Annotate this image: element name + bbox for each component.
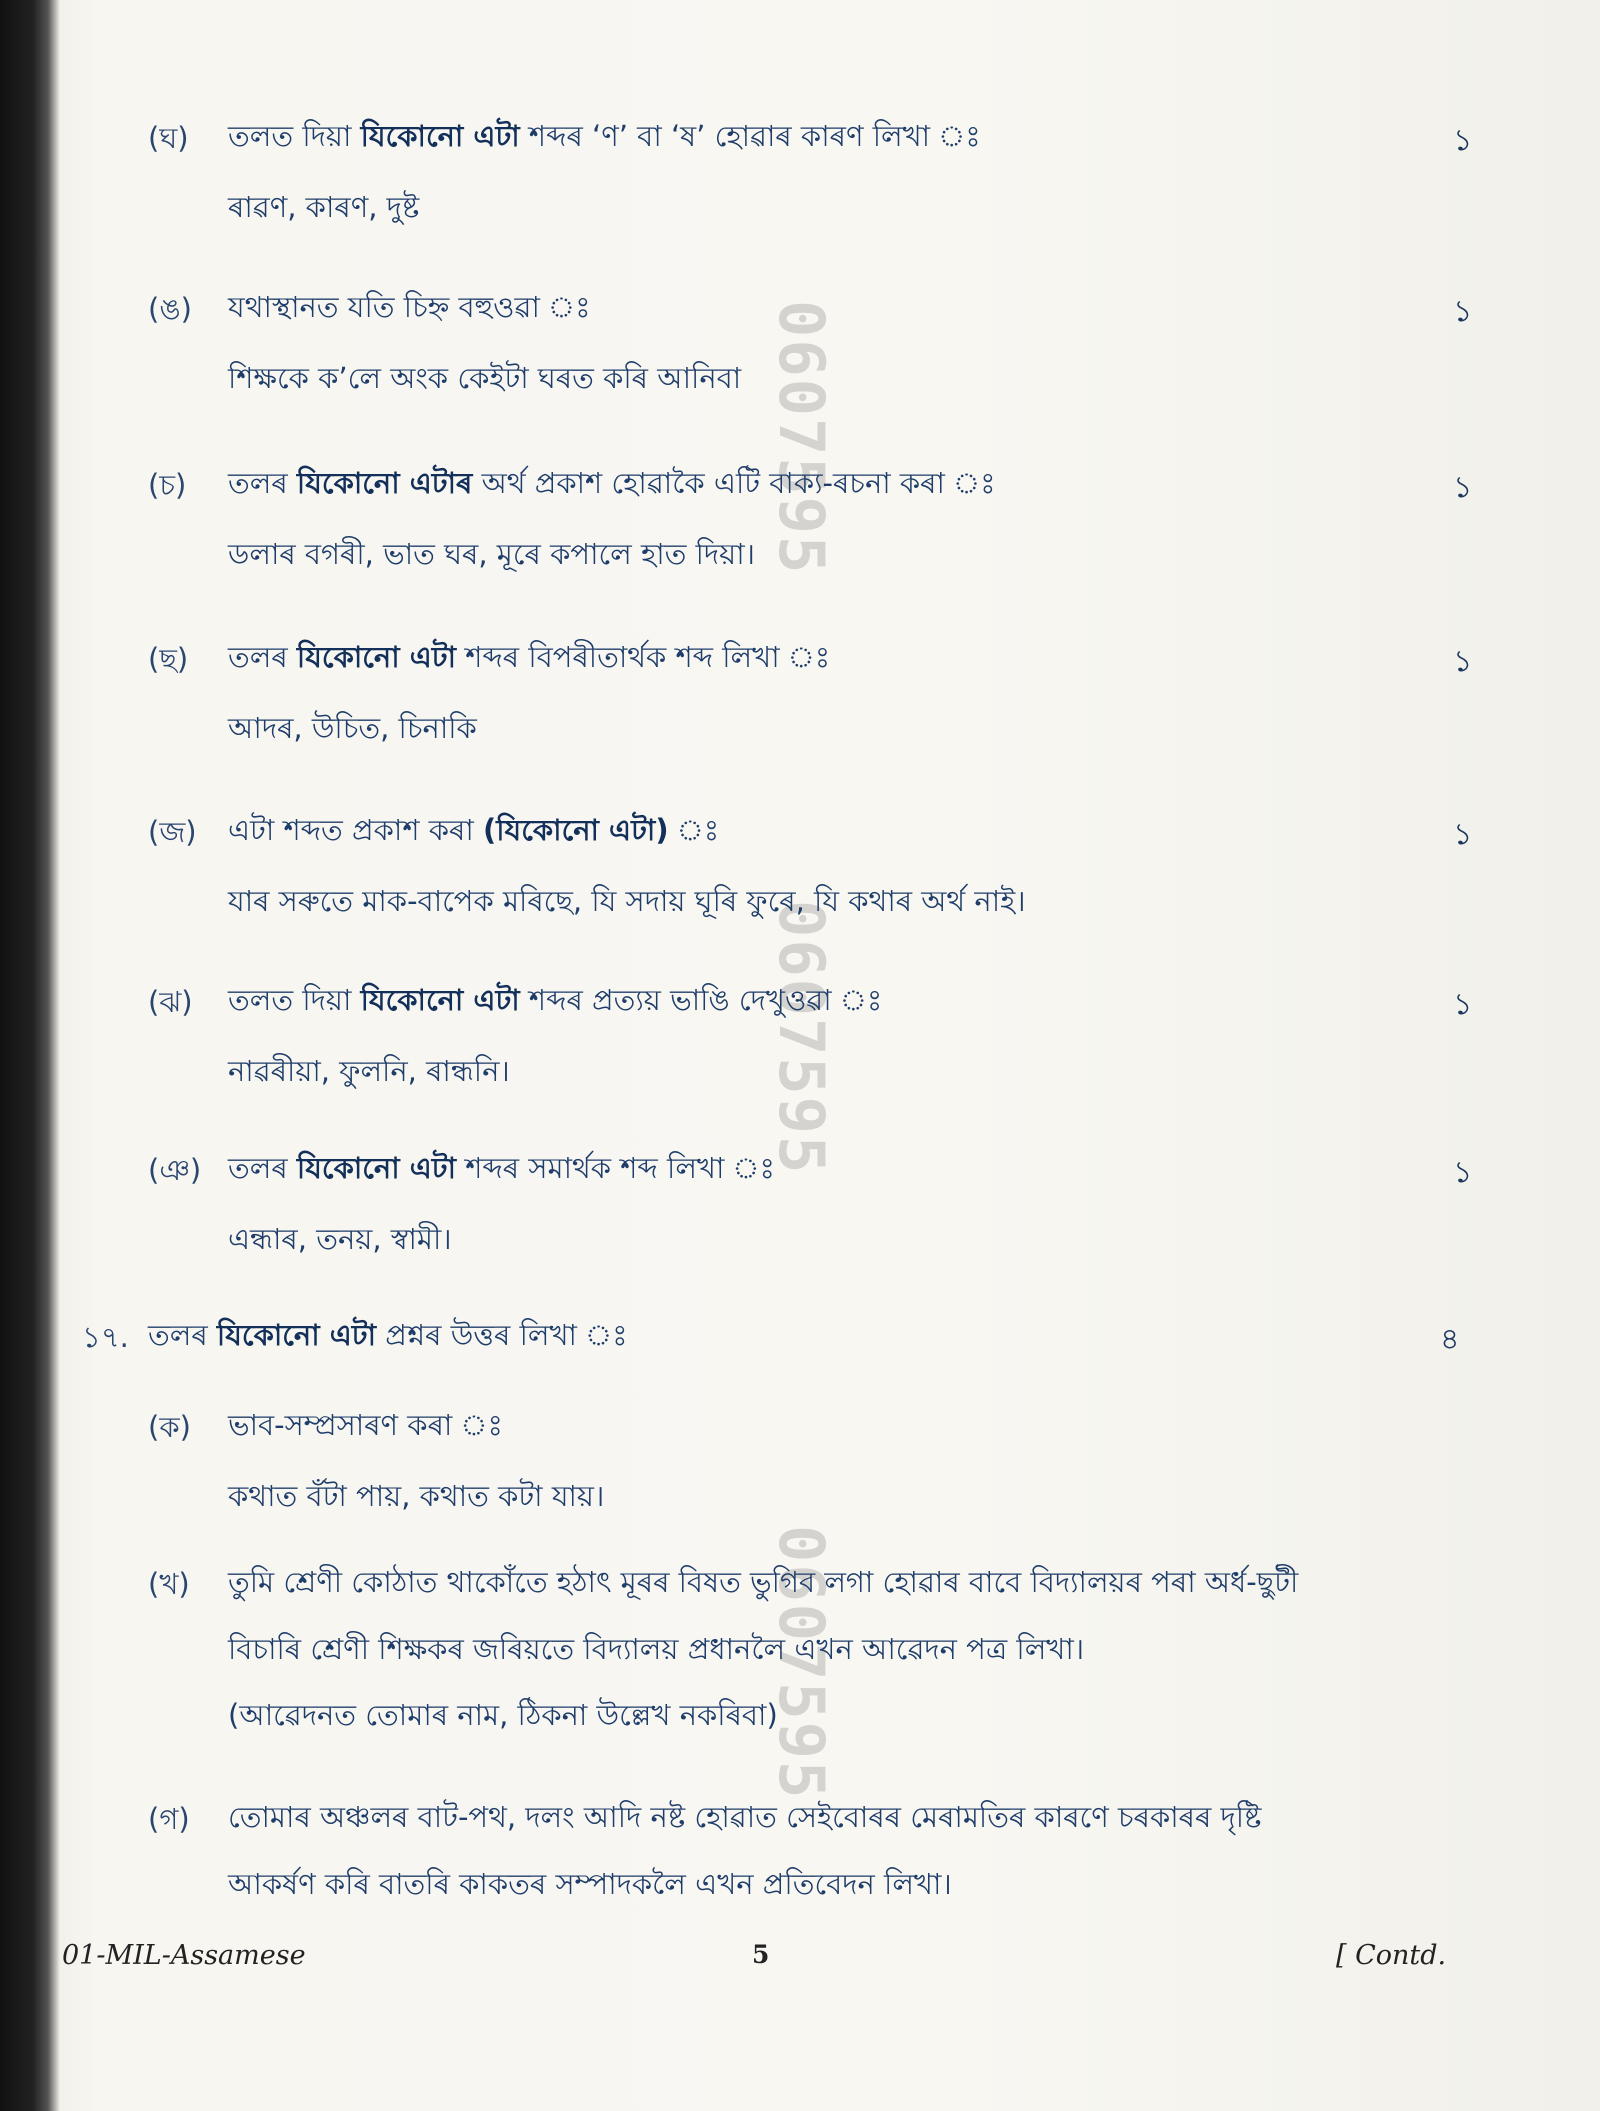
item-mark: ১ [1453, 644, 1473, 679]
item-note: (আৱেদনত তোমাৰ নাম, ঠিকনা উল্লেখ নকৰিবা) [228, 1698, 778, 1732]
question-16-jha [148, 980, 1488, 1091]
item-mark: ১ [1453, 294, 1473, 329]
item-prompt: তোমাৰ অঞ্চলৰ বাট-পথ, দলং আদি নষ্ট হোৱাত সেইবোৰৰ মেৰামতিৰ কাৰণে চৰকাৰৰ দৃষ্টি [228, 1800, 1262, 1834]
page-number: 5 [752, 1940, 770, 1969]
item-label: (ঞ) [148, 1153, 202, 1187]
item-label: (ঙ) [148, 292, 192, 326]
watermark-number-3: 0607595 [765, 1525, 838, 1801]
item-prompt: ভাব-সম্প্ৰসাৰণ কৰা ঃ [228, 1408, 503, 1442]
item-label: (খ) [148, 1567, 190, 1601]
question-17-ka [148, 1405, 1488, 1516]
item-label: (ঝ) [148, 985, 193, 1019]
item-label: (ঘ) [148, 121, 189, 155]
item-words: আদৰ, উচিত, চিনাকি [228, 711, 477, 745]
item-prompt: তলৰ যিকোনো এটাৰ অৰ্থ প্ৰকাশ হোৱাকৈ এটি বাক্য-ৰচনা কৰা ঃ [228, 466, 996, 500]
question-16-chha [148, 637, 1488, 748]
item-words: শিক্ষকে ক’লে অংক কেইটা ঘৰত কৰি আনিবা [228, 361, 742, 395]
item-prompt: তলৰ যিকোনো এটা শব্দৰ বিপৰীতাৰ্থক শব্দ লিখা ঃ [228, 640, 831, 674]
watermark-number-1: 0607595 [765, 300, 838, 576]
question-16-nya [148, 1148, 1488, 1259]
item-words: নাৱৰীয়া, ফুলনি, ৰান্ধনি। [228, 1054, 510, 1088]
item-mark: ১ [1453, 1155, 1473, 1190]
question-16-uma [148, 287, 1488, 398]
item-label: (ক) [148, 1410, 191, 1444]
item-line: আকৰ্ষণ কৰি বাতৰি কাকতৰ সম্পাদকলৈ এখন প্ৰতিবেদন লিখা। [228, 1867, 952, 1901]
item-prompt: যথাস্থানত যতি চিহ্ন বহুওৱা ঃ [228, 290, 591, 324]
item-prompt: তলত দিয়া যিকোনো এটা শব্দৰ ‘ণ’ বা ‘ষ’ হোৱাৰ কাৰণ লিখা ঃ [228, 119, 981, 153]
question-17-ga [148, 1797, 1488, 1904]
item-mark: ১ [1453, 987, 1473, 1022]
item-prompt: এটা শব্দত প্ৰকাশ কৰা (যিকোনো এটা) ঃ [228, 813, 720, 847]
paper-code: 01-MIL-Assamese [62, 1940, 306, 1971]
question-16-cha [148, 463, 1488, 574]
item-label: (জ) [148, 815, 197, 849]
item-label: (গ) [148, 1802, 190, 1836]
item-mark: ১ [1453, 123, 1473, 158]
item-words: ৰাৱণ, কাৰণ, দুষ্ট [228, 190, 420, 224]
item-prompt: তলত দিয়া যিকোনো এটা শব্দৰ প্ৰত্যয় ভাঙি দেখুওৱা ঃ [228, 983, 883, 1017]
item-prompt: তুমি শ্ৰেণী কোঠাত থাকোঁতে হঠাৎ মূৰৰ বিষত ভুগিব লগা হোৱাৰ বাবে বিদ্যালয়ৰ পৰা অৰ্ধ-ছুটী [228, 1565, 1299, 1599]
scan-shadow [0, 0, 60, 2111]
item-mark: ১ [1453, 817, 1473, 852]
question-number: ১৭. [82, 1320, 129, 1354]
question-prompt: তলৰ যিকোনো এটা প্ৰশ্নৰ উত্তৰ লিখা ঃ [148, 1318, 628, 1352]
watermark-number-2: 0607595 [765, 900, 838, 1176]
question-17-kha [148, 1562, 1488, 1735]
item-mark: ১ [1453, 470, 1473, 505]
item-line: বিচাৰি শ্ৰেণী শিক্ষকৰ জৰিয়তে বিদ্যালয় প্ৰধানলৈ এখন আৱেদন পত্ৰ লিখা। [228, 1632, 1085, 1666]
item-words: ডলাৰ বগৰী, ভাত ঘৰ, মূৰে কপালে হাত দিয়া। [228, 537, 755, 571]
continued-label: [ Contd. [1336, 1940, 1447, 1971]
item-label: (ছ) [148, 642, 189, 676]
item-prompt: তলৰ যিকোনো এটা শব্দৰ সমাৰ্থক শব্দ লিখা ঃ [228, 1151, 776, 1185]
question-16-gha [148, 116, 1488, 227]
item-label: (চ) [148, 468, 187, 502]
question-17 [82, 1315, 1502, 1364]
question-16-ja [148, 810, 1488, 921]
question-mark: ৪ [1440, 1322, 1460, 1357]
item-words: যাৰ সৰুতে মাক-বাপেক মৰিছে, যি সদায় ঘূৰি ফুৰে, যি কথাৰ অৰ্থ নাই। [228, 884, 1026, 918]
item-words: এন্ধাৰ, তনয়, স্বামী। [228, 1222, 452, 1256]
item-proverb: কথাত বঁটা পায়, কথাত কটা যায়। [228, 1479, 605, 1513]
